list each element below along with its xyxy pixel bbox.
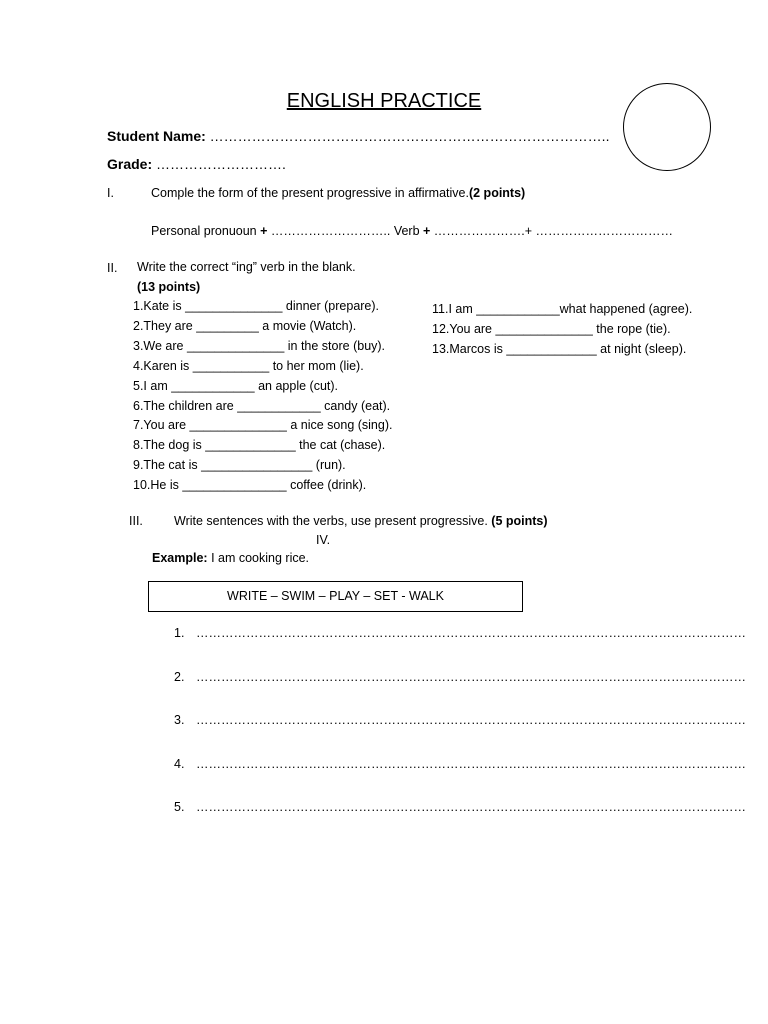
section-3-points: (5 points)	[491, 514, 548, 528]
list-item: 11.I am ____________what happened (agree).	[432, 302, 693, 316]
list-item: 6.The children are ____________ candy (eat).	[133, 398, 391, 413]
example-text: I am cooking rice.	[207, 551, 310, 565]
exercise-list-left	[133, 297, 392, 496]
answer-line-1[interactable]: ……………………………………………………………………………………………………………………	[196, 626, 746, 640]
list-item: 12.You are ______________ the rope (tie).	[432, 321, 671, 336]
answer-line-4[interactable]: ……………………………………………………………………………………………………………………	[196, 757, 746, 771]
list-item: 7.You are ______________ a nice song (sing).	[133, 418, 393, 433]
answer-number-5: 5.	[174, 800, 185, 814]
student-name-dots: …………………………………………………………………………..	[205, 128, 610, 144]
list-item: 2.They are _________ a movie (Watch).	[133, 318, 357, 333]
section-1-numeral: I.	[107, 186, 114, 200]
answer-line-2[interactable]: ……………………………………………………………………………………………………………………	[196, 670, 746, 684]
section-1-points: (2 points)	[468, 186, 526, 200]
section-1-formula: Personal pronuoun + ……………………….. Verb + ………………….+ ……………………………	[151, 224, 674, 238]
list-item: 5.I am ____________ an apple (cut).	[133, 378, 339, 393]
list-item: 1.Kate is ______________ dinner (prepare).	[133, 299, 380, 313]
verb-word-box: WRITE – SWIM – PLAY – SET - WALK	[148, 581, 523, 612]
student-name-label: Student Name:	[107, 128, 206, 144]
answer-number-4: 4.	[174, 757, 185, 771]
grade-circle	[623, 83, 711, 171]
section-2-points: (13 points)	[137, 280, 201, 294]
answer-line-5[interactable]: ……………………………………………………………………………………………………………………	[196, 800, 746, 814]
exercise-list-right	[432, 300, 692, 360]
list-item: 4.Karen is ___________ to her mom (lie).	[133, 358, 364, 373]
grade-label: Grade:	[107, 156, 153, 172]
answer-number-2: 2.	[174, 670, 185, 684]
list-item: 3.We are ______________ in the store (buy).	[133, 338, 386, 353]
list-item: 13.Marcos is _____________ at night (sleep).	[432, 341, 687, 356]
list-item: 10.He is _______________ coffee (drink).	[133, 478, 367, 493]
answer-line-3[interactable]: ……………………………………………………………………………………………………………………	[196, 713, 746, 727]
section-4-numeral: IV.	[316, 533, 331, 547]
grade-dots: ……………………….	[152, 156, 286, 172]
section-2-instruction: Write the correct “ing” verb in the blank.	[137, 260, 356, 274]
grade-field[interactable]	[107, 156, 286, 172]
example-line	[152, 551, 309, 565]
example-label: Example:	[152, 551, 208, 565]
answer-number-1: 1.	[174, 626, 185, 640]
student-name-field[interactable]	[107, 128, 609, 144]
answer-number-3: 3.	[174, 713, 185, 727]
section-1-instruction: Comple the form of the present progressive in affirmative.(2 points)	[151, 186, 526, 200]
section-2-numeral: II.	[107, 261, 118, 275]
list-item: 8.The dog is _____________ the cat (chase).	[133, 438, 386, 453]
section-3-numeral: III.	[129, 514, 143, 528]
section-3-instruction: Write sentences with the verbs, use present progressive. (5 points)	[174, 514, 548, 528]
page-title: ENGLISH PRACTICE	[286, 90, 482, 112]
list-item: 9.The cat is ________________ (run).	[133, 458, 346, 473]
